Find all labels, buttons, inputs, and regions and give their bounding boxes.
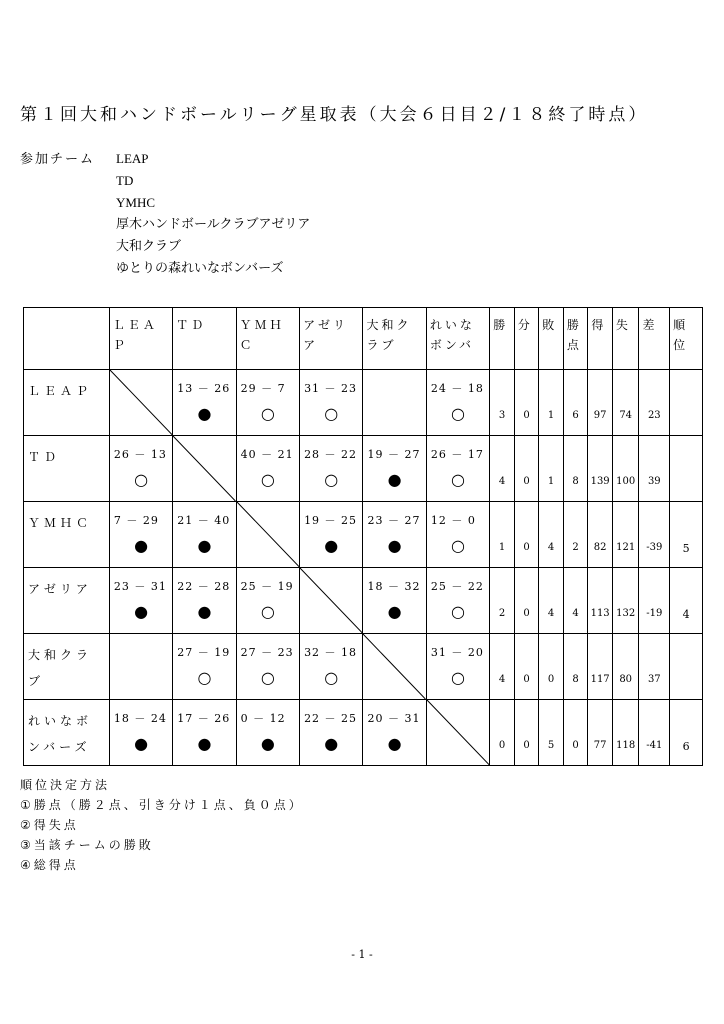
diagonal-line — [110, 370, 172, 435]
row-team-name: ＹＭＨＣ — [24, 502, 110, 568]
column-header: 得 — [588, 308, 613, 370]
column-header: 順位 — [670, 308, 703, 370]
stat-value: 8 — [572, 674, 579, 685]
match-cell — [300, 502, 363, 568]
match-cell — [173, 370, 236, 436]
match-score: 0 － 12 — [240, 712, 286, 725]
column-header: ＹＭＨＣ — [236, 308, 299, 370]
participant-team: 厚木ハンドボールクラブアゼリア — [116, 217, 311, 232]
stat-cell-goals-for — [588, 568, 613, 634]
stat-cell-wins — [490, 502, 515, 568]
match-cell — [426, 436, 489, 502]
match-cell — [236, 436, 299, 502]
stat-value: -41 — [646, 740, 663, 751]
standings-table — [23, 307, 703, 766]
column-header: ＬＥＡＰ — [109, 308, 172, 370]
win-mark-icon: ○ — [451, 470, 466, 489]
match-score: 21 － 40 — [177, 514, 231, 527]
ranking-rule: ①勝点（勝２点、引き分け１点、負０点） — [20, 798, 304, 812]
diagonal-line — [300, 568, 362, 633]
stat-cell-wins — [490, 568, 515, 634]
match-cell — [426, 634, 489, 700]
stat-value: 4 — [547, 542, 555, 553]
stat-cell-wins — [490, 370, 515, 436]
match-cell — [300, 634, 363, 700]
stat-value: 74 — [619, 410, 633, 421]
match-cell — [173, 634, 236, 700]
stat-value: 3 — [498, 410, 506, 421]
stat-cell-draws — [514, 700, 539, 766]
column-header: 大和クラブ — [363, 308, 426, 370]
stat-cell-points — [563, 370, 588, 436]
win-mark-icon: ○ — [451, 404, 466, 423]
stat-value: 4 — [682, 608, 690, 621]
stat-cell-goals-against — [612, 370, 639, 436]
stat-value: 37 — [647, 674, 661, 685]
self-match-cell — [426, 700, 489, 766]
stat-value: -19 — [646, 608, 663, 619]
stat-value: -39 — [646, 542, 663, 553]
loss-mark-icon: ● — [197, 404, 212, 423]
match-score: 19 － 27 — [367, 448, 421, 461]
column-header: アゼリア — [300, 308, 363, 370]
stat-value: 4 — [547, 608, 555, 619]
participant-team: ゆとりの森れいなボンバーズ — [116, 261, 284, 276]
match-score: 23 － 27 — [367, 514, 421, 527]
match-score: 18 － 24 — [113, 712, 167, 725]
match-score: 7 － 29 — [113, 514, 159, 527]
match-cell — [173, 700, 236, 766]
stat-cell-goals-against — [612, 436, 639, 502]
match-cell — [300, 370, 363, 436]
loss-mark-icon: ● — [387, 536, 402, 555]
win-mark-icon: ○ — [134, 470, 149, 489]
stat-value: 0 — [498, 740, 506, 751]
stat-cell-losses — [539, 634, 564, 700]
stat-cell-goal-diff — [639, 436, 670, 502]
loss-mark-icon: ● — [134, 602, 149, 621]
stat-value: 0 — [572, 740, 579, 751]
stat-cell-goals-for — [588, 700, 613, 766]
loss-mark-icon: ● — [197, 536, 212, 555]
stat-value: 118 — [616, 740, 636, 751]
match-score: 25 － 19 — [240, 580, 294, 593]
column-header: 敗 — [539, 308, 564, 370]
stat-value: 82 — [593, 542, 607, 553]
stat-cell-rank — [670, 502, 703, 568]
stat-value: 0 — [523, 740, 530, 751]
row-team-name: ＬＥＡＰ — [24, 370, 110, 436]
match-score: 31 － 20 — [430, 646, 484, 659]
diagonal-line — [363, 634, 425, 699]
stat-value: 80 — [619, 674, 633, 685]
stat-cell-goals-against — [612, 700, 639, 766]
stat-value: 1 — [498, 542, 506, 553]
match-cell — [236, 370, 299, 436]
stat-value: 0 — [523, 410, 530, 421]
stat-cell-goal-diff — [639, 370, 670, 436]
column-header: 勝点 — [563, 308, 588, 370]
diagonal-line — [173, 436, 235, 501]
win-mark-icon: ○ — [260, 470, 275, 489]
stat-cell-rank — [670, 634, 703, 700]
column-header: 勝 — [490, 308, 515, 370]
stat-value: 0 — [523, 476, 530, 487]
match-score: 22 － 28 — [177, 580, 231, 593]
stat-value: 4 — [572, 608, 579, 619]
participant-team: TD — [116, 173, 134, 188]
match-score: 18 － 32 — [367, 580, 421, 593]
match-score: 13 － 26 — [177, 382, 231, 395]
stat-value: 2 — [572, 542, 579, 553]
stat-cell-rank — [670, 436, 703, 502]
ranking-method — [20, 775, 304, 875]
win-mark-icon: ○ — [260, 602, 275, 621]
loss-mark-icon: ● — [197, 602, 212, 621]
loss-mark-icon: ● — [260, 734, 275, 753]
stat-cell-goals-for — [588, 370, 613, 436]
match-cell — [363, 436, 426, 502]
match-cell — [426, 502, 489, 568]
match-score: 22 － 25 — [304, 712, 358, 725]
document-title: 第１回大和ハンドボールリーグ星取表（大会６日目２/１８終了時点） — [20, 105, 649, 125]
stat-value: 6 — [572, 410, 579, 421]
table-header-row — [24, 308, 703, 370]
win-mark-icon: ○ — [260, 668, 275, 687]
stat-cell-draws — [514, 502, 539, 568]
win-mark-icon: ○ — [324, 668, 339, 687]
stat-value: 121 — [616, 542, 636, 553]
win-mark-icon: ○ — [324, 404, 339, 423]
stat-cell-points — [563, 502, 588, 568]
stat-value: 0 — [523, 608, 530, 619]
match-cell — [109, 436, 172, 502]
loss-mark-icon: ● — [134, 734, 149, 753]
participant-team: YMHC — [116, 195, 156, 210]
match-score: 27 － 23 — [240, 646, 294, 659]
stat-value: 39 — [647, 476, 661, 487]
match-cell — [363, 700, 426, 766]
row-team-name: 大和クラブ — [24, 634, 110, 700]
stat-value: 8 — [572, 476, 579, 487]
stat-value: 23 — [647, 410, 661, 421]
match-cell — [173, 568, 236, 634]
participant-team: 大和クラブ — [116, 239, 182, 254]
stat-cell-goals-for — [588, 436, 613, 502]
stat-cell-rank — [670, 568, 703, 634]
stat-cell-wins — [490, 634, 515, 700]
loss-mark-icon: ● — [387, 602, 402, 621]
table-row — [24, 502, 703, 568]
match-score: 40 － 21 — [240, 448, 294, 461]
match-score: 24 － 18 — [430, 382, 484, 395]
diagonal-line — [237, 502, 299, 567]
table-row — [24, 700, 703, 766]
participants-list — [116, 148, 310, 280]
match-score: 23 － 31 — [113, 580, 167, 593]
self-match-cell — [109, 370, 172, 436]
self-match-cell — [300, 568, 363, 634]
column-header: れいなボンバ — [426, 308, 489, 370]
win-mark-icon: ○ — [451, 536, 466, 555]
table-row — [24, 568, 703, 634]
loss-mark-icon: ● — [197, 734, 212, 753]
match-cell — [109, 502, 172, 568]
match-score: 32 － 18 — [304, 646, 358, 659]
diagonal-line — [427, 700, 489, 765]
stat-value: 1 — [547, 476, 555, 487]
match-score: 17 － 26 — [177, 712, 231, 725]
stat-cell-goals-against — [612, 634, 639, 700]
stat-value: 4 — [498, 476, 506, 487]
match-cell — [426, 568, 489, 634]
match-score: 25 － 22 — [430, 580, 484, 593]
stat-cell-goals-for — [588, 634, 613, 700]
stat-cell-losses — [539, 700, 564, 766]
stat-cell-points — [563, 700, 588, 766]
stat-cell-losses — [539, 436, 564, 502]
stat-cell-goals-against — [612, 502, 639, 568]
stat-value: 4 — [498, 674, 506, 685]
stat-value: 5 — [547, 740, 555, 751]
loss-mark-icon: ● — [134, 536, 149, 555]
match-cell — [173, 502, 236, 568]
stat-value: 77 — [593, 740, 607, 751]
stat-value: 0 — [523, 674, 530, 685]
match-cell — [363, 502, 426, 568]
match-cell — [109, 634, 172, 700]
stat-value: 100 — [616, 476, 636, 487]
header-corner-cell — [24, 308, 110, 370]
match-score: 20 － 31 — [367, 712, 421, 725]
column-header: 差 — [639, 308, 670, 370]
stat-cell-rank — [670, 370, 703, 436]
stat-cell-goals-for — [588, 502, 613, 568]
standings-table-wrapper — [23, 307, 703, 763]
match-cell — [300, 700, 363, 766]
stat-cell-rank — [670, 700, 703, 766]
page-number: - 1 - — [351, 948, 373, 961]
stat-value: 132 — [616, 608, 636, 619]
stat-cell-goal-diff — [639, 634, 670, 700]
stat-cell-goal-diff — [639, 502, 670, 568]
stat-value: 113 — [590, 608, 610, 619]
match-score: 26 － 17 — [430, 448, 484, 461]
stat-value: 6 — [682, 740, 690, 753]
table-row — [24, 370, 703, 436]
participant-team: LEAP — [116, 151, 149, 166]
table-row — [24, 634, 703, 700]
match-score: 31 － 23 — [304, 382, 358, 395]
stat-cell-losses — [539, 370, 564, 436]
match-score: 28 － 22 — [304, 448, 358, 461]
row-team-name: ＴＤ — [24, 436, 110, 502]
stat-cell-points — [563, 634, 588, 700]
stat-value: 139 — [590, 476, 610, 487]
win-mark-icon: ○ — [260, 404, 275, 423]
match-cell — [236, 700, 299, 766]
match-cell — [363, 568, 426, 634]
loss-mark-icon: ● — [324, 536, 339, 555]
ranking-rule: ②得失点 — [20, 818, 79, 832]
match-score: 29 － 7 — [240, 382, 286, 395]
match-score: 26 － 13 — [113, 448, 167, 461]
ranking-rule: ④総得点 — [20, 858, 79, 872]
stat-value: 5 — [682, 542, 690, 555]
match-cell — [109, 568, 172, 634]
match-cell — [109, 700, 172, 766]
stat-cell-losses — [539, 568, 564, 634]
stat-cell-draws — [514, 436, 539, 502]
row-team-name: れいなボンバーズ — [24, 700, 110, 766]
stat-cell-points — [563, 436, 588, 502]
column-header: ＴＤ — [173, 308, 236, 370]
column-header: 分 — [514, 308, 539, 370]
row-team-name: アゼリア — [24, 568, 110, 634]
self-match-cell — [173, 436, 236, 502]
loss-mark-icon: ● — [387, 734, 402, 753]
stat-value: 1 — [547, 410, 555, 421]
table-row — [24, 436, 703, 502]
match-score: 19 － 25 — [304, 514, 358, 527]
stat-value: 97 — [593, 410, 607, 421]
stat-cell-wins — [490, 700, 515, 766]
stat-cell-goal-diff — [639, 568, 670, 634]
win-mark-icon: ○ — [197, 668, 212, 687]
match-score: 27 － 19 — [177, 646, 231, 659]
win-mark-icon: ○ — [451, 668, 466, 687]
stat-value: 117 — [590, 674, 610, 685]
stat-cell-goal-diff — [639, 700, 670, 766]
stat-cell-draws — [514, 568, 539, 634]
ranking-method-heading: 順位決定方法 — [20, 778, 111, 792]
match-score: 12 － 0 — [430, 514, 476, 527]
win-mark-icon: ○ — [324, 470, 339, 489]
win-mark-icon: ○ — [451, 602, 466, 621]
match-cell — [363, 370, 426, 436]
stat-cell-draws — [514, 634, 539, 700]
match-cell — [426, 370, 489, 436]
stat-cell-wins — [490, 436, 515, 502]
stat-cell-draws — [514, 370, 539, 436]
loss-mark-icon: ● — [324, 734, 339, 753]
column-header: 失 — [612, 308, 639, 370]
stat-cell-points — [563, 568, 588, 634]
match-cell — [236, 568, 299, 634]
stat-cell-goals-against — [612, 568, 639, 634]
participants-label: 参加チーム — [20, 152, 96, 167]
match-cell — [236, 634, 299, 700]
loss-mark-icon: ● — [387, 470, 402, 489]
stat-cell-losses — [539, 502, 564, 568]
stat-value: 0 — [547, 674, 555, 685]
ranking-rule: ③当該チームの勝敗 — [20, 838, 154, 852]
match-cell — [300, 436, 363, 502]
self-match-cell — [363, 634, 426, 700]
self-match-cell — [236, 502, 299, 568]
stat-value: 0 — [523, 542, 530, 553]
stat-value: 2 — [498, 608, 506, 619]
